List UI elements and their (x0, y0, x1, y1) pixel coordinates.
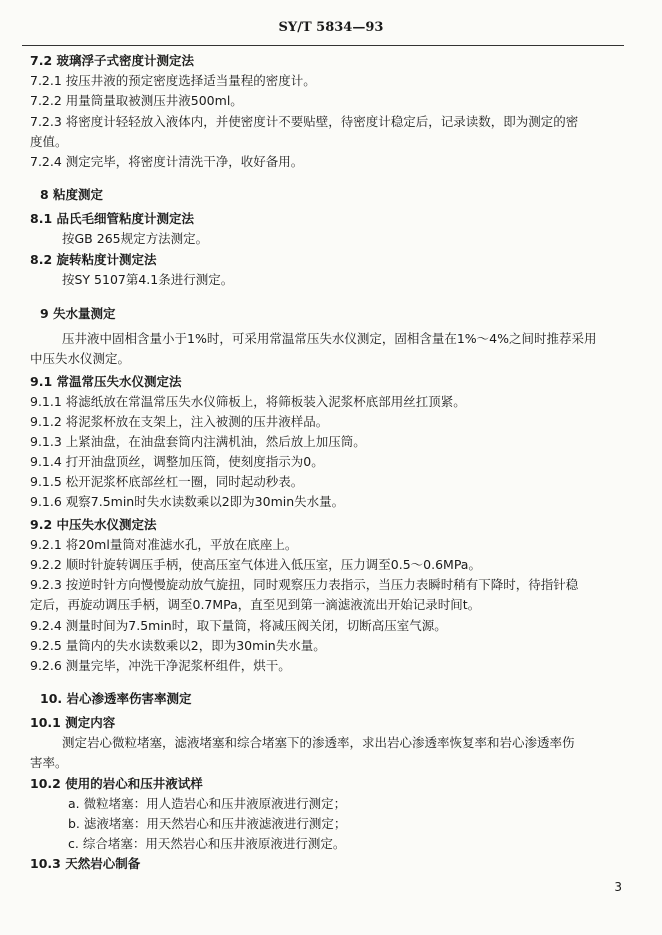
text-line: 9.2.3 按逆时针方向慢慢旋动放气旋扭，同时观察压力表指示，当压力表瞬时稍有下降时，待指针稳 (30, 577, 579, 592)
text-line: a. 微粒堵塞：用人造岩心和压井液原液进行测定； (68, 796, 347, 811)
section-heading: 9.2 中压失水仪测定法 (30, 517, 157, 532)
text-line: 9.1.4 打开油盘顶丝，调整加压筒，使刻度指示为0。 (30, 454, 324, 469)
section-heading: 7.2 玻璃浮子式密度计测定法 (30, 53, 194, 68)
section-heading: 9 失水量测定 (40, 306, 116, 321)
section-heading: 8.2 旋转粘度计测定法 (30, 252, 157, 267)
text-line: 压井液中固相含量小于1%时，可采用常温常压失水仪测定，固相含量在1%～4%之间时推荐采用 (62, 331, 597, 346)
text-line: 7.2.2 用量筒量取被测压井液500ml。 (30, 93, 243, 108)
text-line: 度值。 (30, 134, 68, 149)
text-line: 9.1.2 将泥浆杯放在支架上，注入被测的压井液样品。 (30, 414, 329, 429)
text-line: 害率。 (30, 755, 68, 770)
text-line: 按SY 5107第4.1条进行测定。 (62, 272, 234, 287)
section-heading: 10.1 测定内容 (30, 715, 116, 730)
text-line: 定后，再旋动调压手柄，调至0.7MPa，直至见到第一滴滤液流出开始记录时间t。 (30, 597, 481, 612)
text-line: 中压失水仪测定。 (30, 351, 131, 366)
text-line: 7.2.4 测定完毕，将密度计清洗干净，收好备用。 (30, 154, 304, 169)
text-line: 9.2.2 顺时针旋转调压手柄，使高压室气体进入低压室，压力调至0.5～0.6MPa。 (30, 557, 481, 572)
text-line: 9.1.6 观察7.5min时失水读数乘以2即为30min失水量。 (30, 494, 345, 509)
section-heading: 10.3 天然岩心制备 (30, 856, 141, 871)
text-line: 7.2.1 按压井液的预定密度选择适当量程的密度计。 (30, 73, 316, 88)
page-number: 3 (614, 880, 622, 894)
text-line: 测定岩心微粒堵塞，滤液堵塞和综合堵塞下的渗透率，求出岩心渗透率恢复率和岩心渗透率伤 (62, 735, 575, 750)
text-line: 9.2.6 测量完毕，冲洗干净泥浆杯组件，烘干。 (30, 658, 291, 673)
section-heading: 8 粘度测定 (40, 187, 104, 202)
text-line: 9.2.5 量筒内的失水读数乘以2，即为30min失水量。 (30, 638, 326, 653)
header-rule (22, 45, 624, 46)
text-line: 9.2.4 测量时间为7.5min时，取下量筒，将减压阀关闭，切断高压室气源。 (30, 618, 447, 633)
text-line: 7.2.3 将密度计轻轻放入液体内，并使密度计不要贴壁，待密度计稳定后，记录读数，即为测定的密 (30, 114, 579, 129)
text-line: c. 综合堵塞：用天然岩心和压井液原液进行测定。 (68, 836, 346, 851)
section-heading: 8.1 品氏毛细管粘度计测定法 (30, 211, 194, 226)
document-header: SY/T 5834—93 (278, 20, 384, 35)
text-line: b. 滤液堵塞：用天然岩心和压井液滤液进行测定； (68, 816, 347, 831)
text-line: 9.1.1 将滤纸放在常温常压失水仪筛板上，将筛板装入泥浆杯底部用丝扛顶紧。 (30, 394, 466, 409)
text-line: 9.1.3 上紧油盘，在油盘套筒内注满机油，然后放上加压筒。 (30, 434, 366, 449)
section-heading: 9.1 常温常压失水仪测定法 (30, 374, 182, 389)
text-line: 按GB 265规定方法测定。 (62, 231, 209, 246)
section-heading: 10. 岩心渗透率伤害率测定 (40, 691, 192, 706)
text-line: 9.2.1 将20ml量筒对准滤水孔，平放在底座上。 (30, 537, 298, 552)
text-line: 9.1.5 松开泥浆杯底部丝杠一圈，同时起动秒表。 (30, 474, 304, 489)
section-heading: 10.2 使用的岩心和压井液试样 (30, 776, 203, 791)
